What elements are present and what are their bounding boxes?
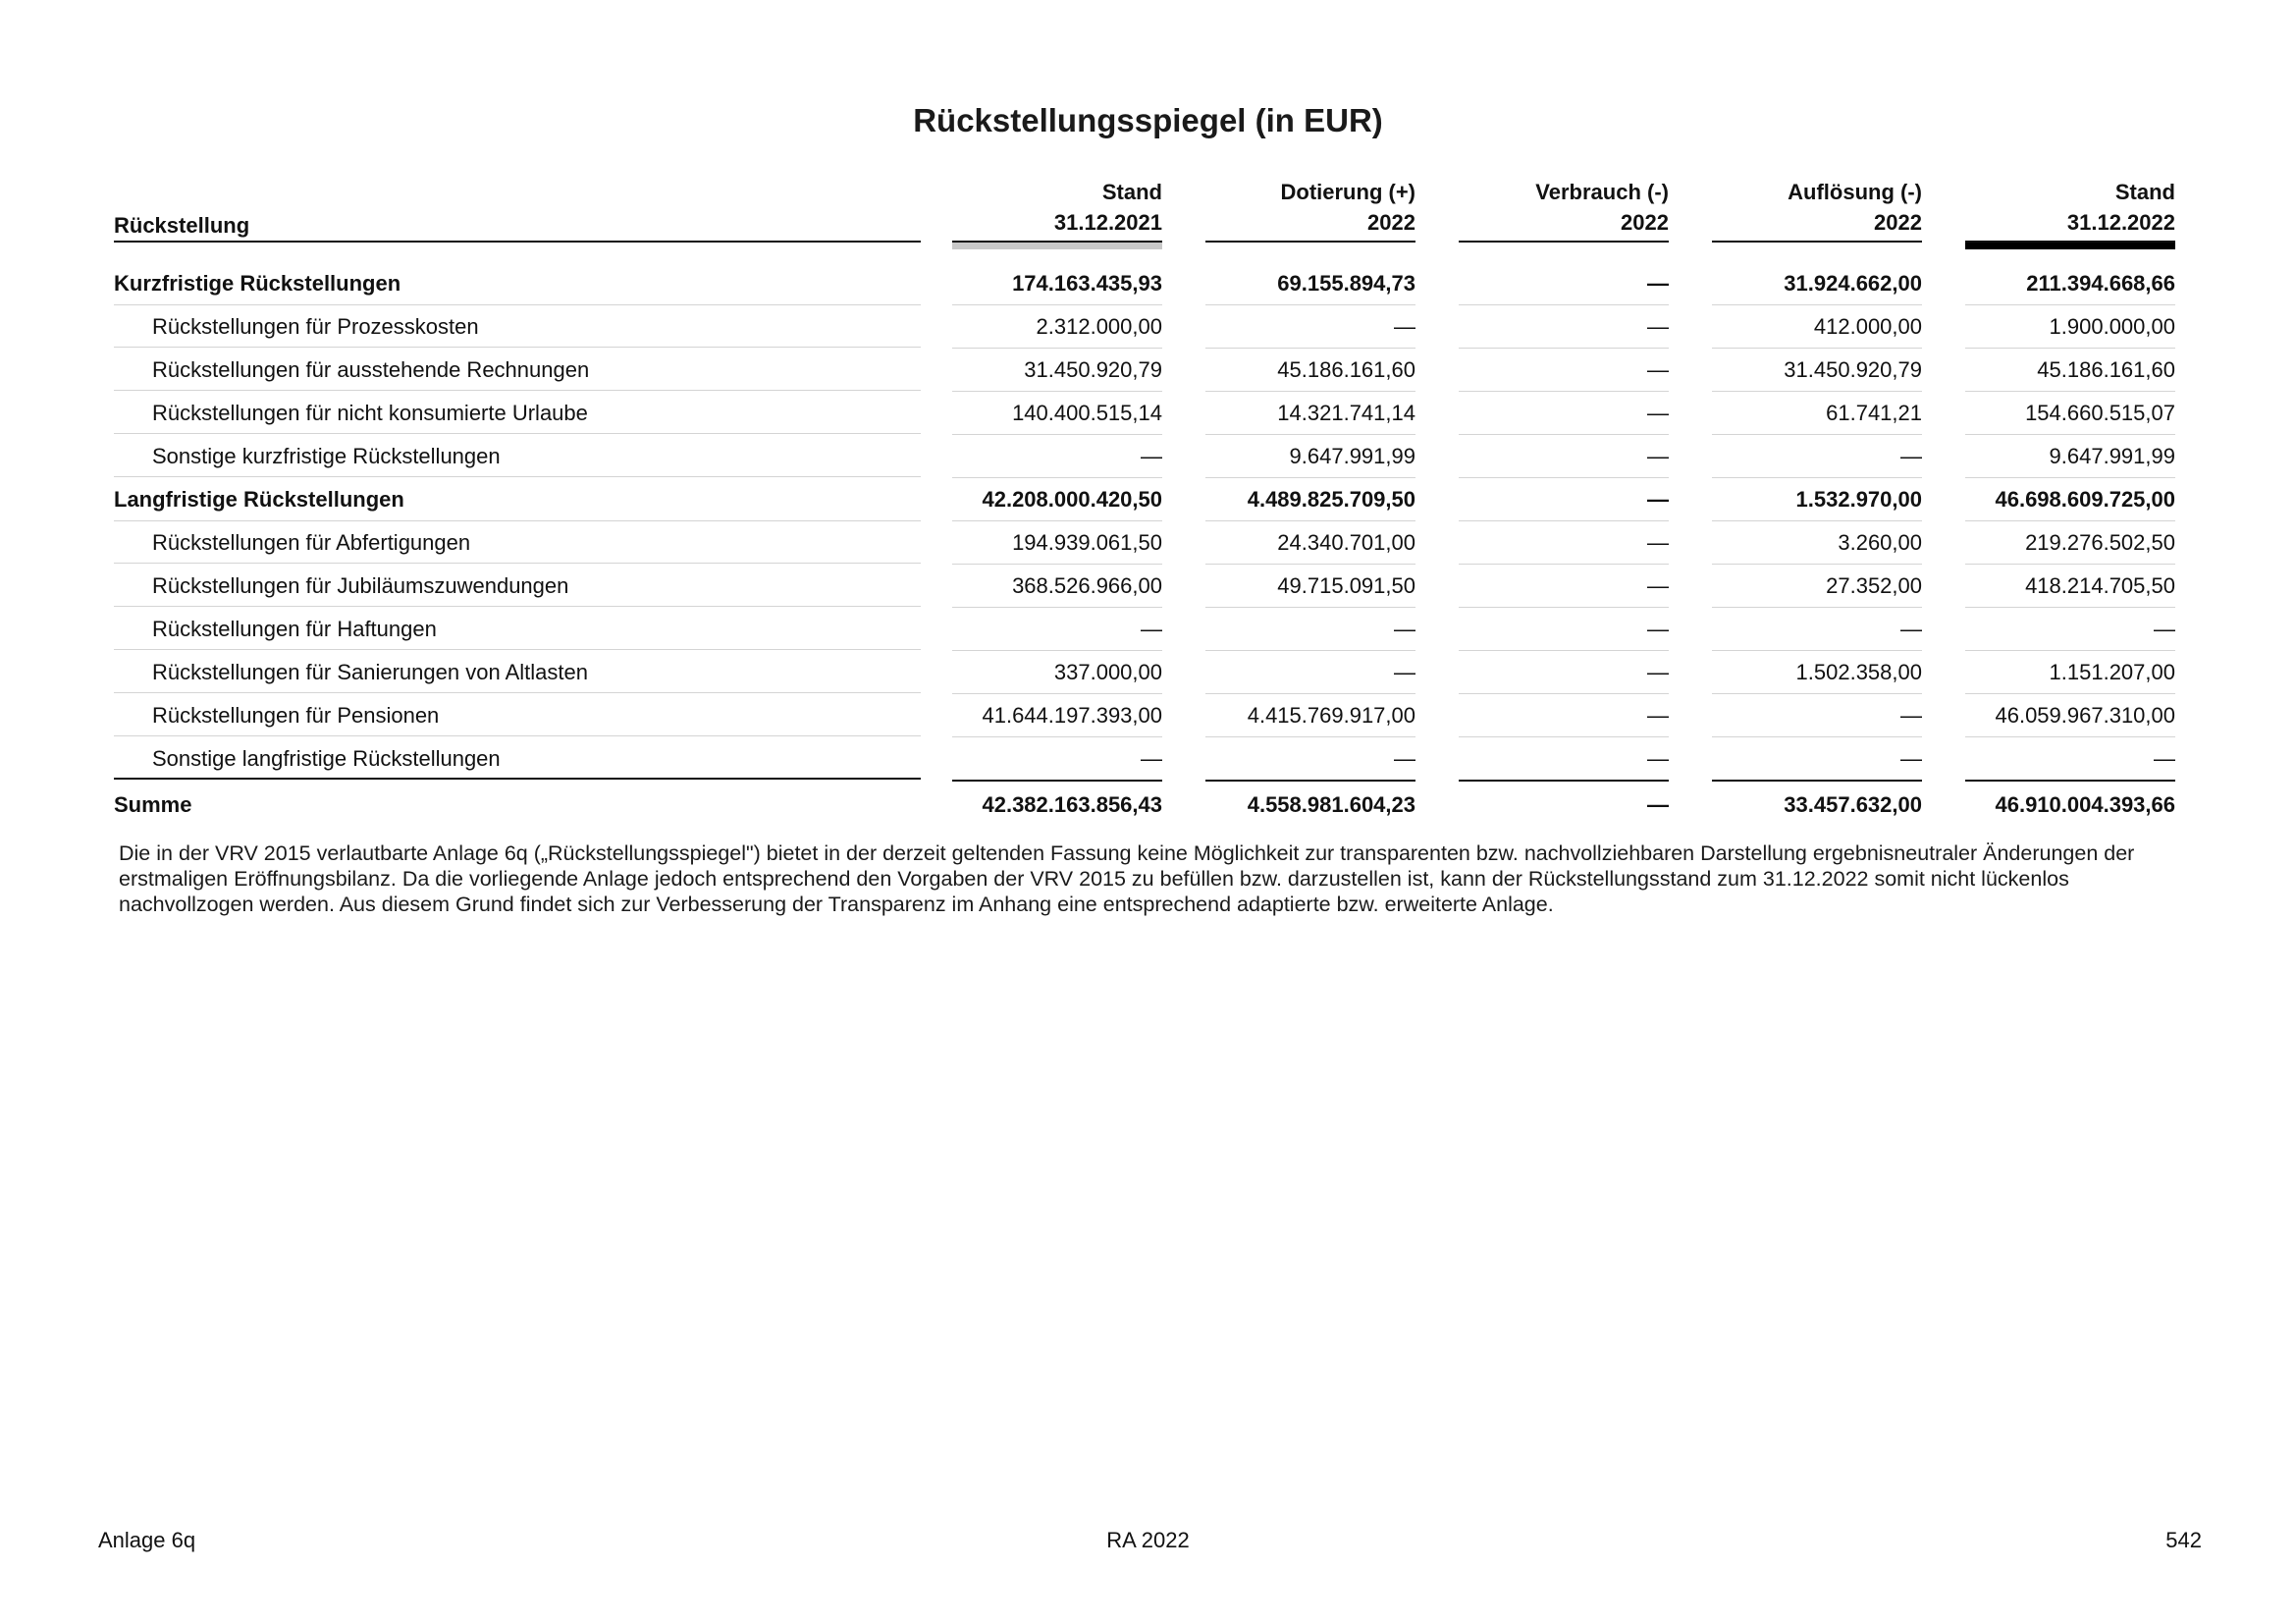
footer-report-label: RA 2022 — [1106, 1528, 1190, 1552]
value-cell: 4.489.825.709,50 — [1205, 478, 1415, 521]
column-header-stand-2021 — [952, 177, 1162, 238]
value-cell: 9.647.991,99 — [1965, 435, 2175, 478]
value-cell: 27.352,00 — [1712, 565, 1922, 608]
row-label: Langfristige Rückstellungen — [114, 478, 921, 521]
value-cell: 418.214.705,50 — [1965, 565, 2175, 608]
row-label: Rückstellungen für ausstehende Rechnungen — [114, 349, 921, 391]
header-line-2: 2022 — [1874, 210, 1922, 235]
header-line-1: Stand — [2114, 180, 2175, 204]
row-label: Rückstellungen für Pensionen — [114, 694, 921, 736]
header-rule — [1459, 241, 1669, 243]
header-line-2: 31.12.2022 — [2066, 210, 2175, 235]
value-cell: — — [1459, 305, 1669, 349]
column-header-stand-2022 — [1965, 177, 2175, 238]
row-label: Rückstellungen für Sanierungen von Altlasten — [114, 651, 921, 693]
column-header-rueckstellung: Rückstellung — [114, 213, 250, 238]
page-title: Rückstellungsspiegel (in EUR) — [913, 102, 1383, 138]
value-cell: 154.660.515,07 — [1965, 392, 2175, 435]
table-row — [0, 608, 2296, 651]
value-cell: — — [1459, 521, 1669, 565]
table-row — [0, 392, 2296, 435]
footer-page-number: 542 — [2165, 1528, 2202, 1552]
value-cell: — — [1459, 435, 1669, 478]
header-rule — [1712, 241, 1922, 243]
value-cell: 3.260,00 — [1712, 521, 1922, 565]
value-cell: 4.415.769.917,00 — [1205, 694, 1415, 737]
value-cell: 42.382.163.856,43 — [982, 792, 1162, 817]
value-cell: 31.924.662,00 — [1712, 262, 1922, 305]
table-row — [0, 651, 2296, 694]
value-cell: — — [1712, 608, 1922, 651]
value-cell: 46.910.004.393,66 — [1995, 792, 2175, 817]
value-cell: 140.400.515,14 — [952, 392, 1162, 435]
value-cell: — — [1459, 737, 1669, 782]
row-label: Sonstige kurzfristige Rückstellungen — [114, 435, 921, 477]
value-cell: 174.163.435,93 — [952, 262, 1162, 305]
value-cell: — — [1459, 608, 1669, 651]
value-cell: 412.000,00 — [1712, 305, 1922, 349]
value-cell: 24.340.701,00 — [1205, 521, 1415, 565]
table-row — [0, 521, 2296, 565]
value-cell: 45.186.161,60 — [1205, 349, 1415, 392]
table-row — [0, 262, 2296, 305]
footer-annex-label: Anlage 6q — [98, 1528, 196, 1552]
value-cell: 61.741,21 — [1712, 392, 1922, 435]
header-rule — [114, 241, 921, 243]
table-row — [0, 349, 2296, 392]
value-cell: — — [1712, 694, 1922, 737]
value-cell: — — [1459, 694, 1669, 737]
value-cell: — — [1459, 262, 1669, 305]
value-cell: 2.312.000,00 — [952, 305, 1162, 349]
value-cell: — — [1459, 349, 1669, 392]
header-line-1: Stand — [1101, 180, 1162, 204]
value-cell: — — [1459, 651, 1669, 694]
value-cell: 1.151.207,00 — [1965, 651, 2175, 694]
row-label: Rückstellungen für Jubiläumszuwendungen — [114, 565, 921, 607]
column-header-aufloesung — [1712, 177, 1922, 238]
value-cell: 46.698.609.725,00 — [1965, 478, 2175, 521]
header-line-1: Verbrauch (-) — [1535, 180, 1669, 204]
row-label: Rückstellungen für Abfertigungen — [114, 521, 921, 564]
value-cell: 1.502.358,00 — [1712, 651, 1922, 694]
value-cell: 1.532.970,00 — [1712, 478, 1922, 521]
row-label: Rückstellungen für Prozesskosten — [114, 305, 921, 348]
value-cell: 9.647.991,99 — [1205, 435, 1415, 478]
value-cell: — — [952, 737, 1162, 782]
row-label: Rückstellungen für nicht konsumierte Urlaube — [114, 392, 921, 434]
value-cell: — — [1205, 651, 1415, 694]
value-cell: 1.900.000,00 — [1965, 305, 2175, 349]
header-line-1: Auflösung (-) — [1788, 180, 1922, 204]
value-cell: 4.558.981.604,23 — [1247, 792, 1415, 817]
value-cell: — — [1205, 305, 1415, 349]
value-cell: 368.526.966,00 — [952, 565, 1162, 608]
sum-row — [0, 784, 2296, 827]
value-cell: 194.939.061,50 — [952, 521, 1162, 565]
row-label: Kurzfristige Rückstellungen — [114, 262, 921, 305]
current-year-marker-bar — [1965, 243, 2175, 249]
value-cell: 14.321.741,14 — [1205, 392, 1415, 435]
value-cell: — — [1712, 737, 1922, 782]
prior-year-marker-bar — [952, 243, 1162, 249]
header-rule — [1205, 241, 1415, 243]
value-cell: 46.059.967.310,00 — [1965, 694, 2175, 737]
header-line-1: Dotierung (+) — [1280, 180, 1415, 204]
table-row — [0, 565, 2296, 608]
value-cell: 337.000,00 — [952, 651, 1162, 694]
value-cell: — — [1459, 478, 1669, 521]
value-cell: 42.208.000.420,50 — [952, 478, 1162, 521]
value-cell: — — [952, 435, 1162, 478]
value-cell: 41.644.197.393,00 — [952, 694, 1162, 737]
header-line-2: 2022 — [1621, 210, 1669, 235]
value-cell: — — [1712, 435, 1922, 478]
value-cell: 69.155.894,73 — [1205, 262, 1415, 305]
value-cell: — — [952, 608, 1162, 651]
value-cell: 219.276.502,50 — [1965, 521, 2175, 565]
value-cell: — — [1965, 608, 2175, 651]
row-label: Summe — [114, 792, 192, 817]
row-label: Sonstige langfristige Rückstellungen — [114, 737, 921, 780]
value-cell: 33.457.632,00 — [1784, 792, 1922, 817]
value-cell: — — [1965, 737, 2175, 782]
header-line-2: 2022 — [1367, 210, 1415, 235]
value-cell: 49.715.091,50 — [1205, 565, 1415, 608]
table-row — [0, 435, 2296, 478]
value-cell: 45.186.161,60 — [1965, 349, 2175, 392]
header-line-2: 31.12.2021 — [1053, 210, 1162, 235]
value-cell: — — [1205, 608, 1415, 651]
column-header-dotierung — [1205, 177, 1415, 238]
column-header-verbrauch — [1459, 177, 1669, 238]
value-cell: — — [1459, 392, 1669, 435]
value-cell: 211.394.668,66 — [1965, 262, 2175, 305]
value-cell: — — [1647, 792, 1669, 817]
row-label: Rückstellungen für Haftungen — [114, 608, 921, 650]
table-row — [0, 694, 2296, 737]
value-cell: — — [1459, 565, 1669, 608]
footnote-text: Die in der VRV 2015 verlautbarte Anlage 6q („Rückstellungsspiegel") bietet in der derzeit geltenden Fassung keine Möglichkeit zur transparenten bzw. nachvollziehbaren Darstellung ergebnisneutraler Änderungen der erstmaligen Eröffnungsbilanz. Da die vorliegende Anlage jedoch entsprechend den Vorgaben der VRV 2015 zu befüllen bzw. darzustellen ist, kann der Rückstellungsstand zum 31.12.2022 somit nicht lückenlos nachvollzogen werden. Aus diesem Grund findet sich zur Verbesserung der Transparenz im Anhang eine entsprechend adaptierte bzw. erweiterte Anlage. — [119, 841, 2135, 916]
value-cell: — — [1205, 737, 1415, 782]
value-cell: 31.450.920,79 — [952, 349, 1162, 392]
value-cell: 31.450.920,79 — [1712, 349, 1922, 392]
table-row — [0, 305, 2296, 349]
table-row — [0, 478, 2296, 521]
table-row — [0, 737, 2296, 781]
